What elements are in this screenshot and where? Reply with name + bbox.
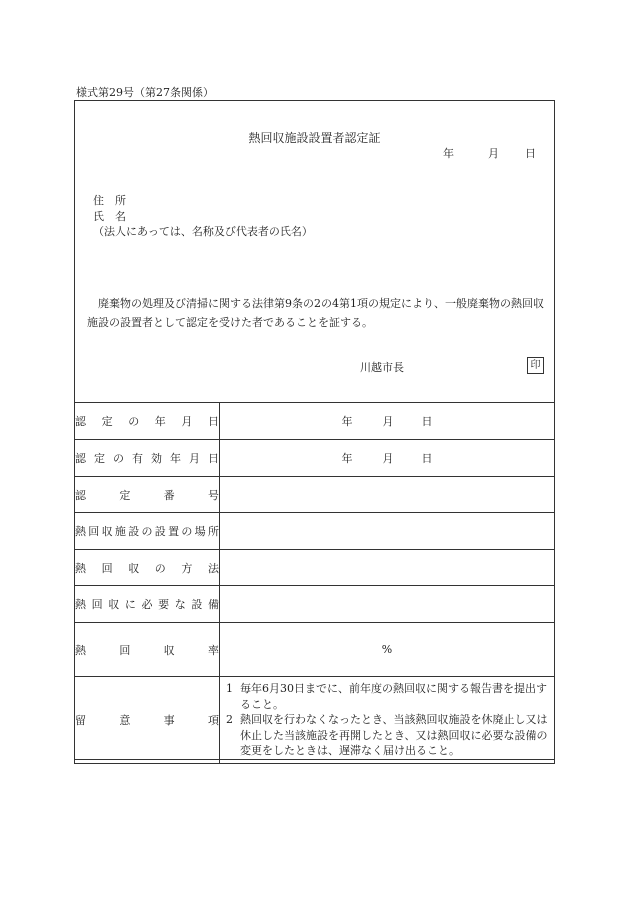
label-char: 方: [181, 561, 193, 575]
label-char: 定: [119, 488, 131, 502]
cert-number-label-cell: [75, 477, 220, 513]
table-row: [75, 403, 555, 440]
label-char: 認: [75, 415, 86, 428]
certificate-table: [74, 402, 555, 764]
label-char: の: [181, 525, 193, 538]
label-char: 認: [75, 452, 86, 465]
label-char: 備: [208, 598, 219, 611]
label-char: 事: [163, 713, 175, 727]
table-row: [75, 513, 555, 550]
cert-date-month: 月: [382, 415, 394, 428]
label-char: 番: [163, 488, 175, 502]
label-char: 熱: [75, 643, 86, 657]
note-text: 毎年6月30日までに、前年度の熱回収に関する報告書を提出すること。: [240, 682, 547, 711]
notes-cell: [220, 677, 555, 764]
issuer-name: 川越市長: [360, 361, 404, 374]
equipment-label: [75, 596, 219, 612]
certificate-title: 熱回収施設設置者認定証: [248, 131, 381, 145]
corporate-note: （法人にあっては、名称及び代表者の氏名）: [93, 225, 313, 238]
note-item: [226, 681, 550, 712]
label-char: 熱: [75, 598, 86, 611]
label-char: 定: [94, 452, 105, 465]
label-char: 収: [128, 561, 140, 575]
label-char: 回: [91, 598, 103, 611]
location-value: [220, 513, 555, 550]
label-char: 熱: [75, 525, 86, 538]
label-char: の: [154, 561, 166, 575]
label-char: 設: [191, 598, 203, 611]
cert-date-year: 年: [341, 415, 353, 428]
notes-label-cell: [75, 677, 220, 764]
label-char: 効: [151, 452, 162, 465]
label-char: 置: [168, 525, 180, 538]
method-label: [75, 560, 219, 576]
issue-date-year: 年: [443, 147, 454, 160]
label-char: 意: [119, 713, 131, 727]
cert-date-label: [75, 413, 219, 429]
note-number: 2: [226, 713, 233, 726]
label-char: の: [113, 452, 124, 465]
table-row: [75, 550, 555, 586]
equipment-label-cell: [75, 586, 220, 623]
label-char: 回: [101, 561, 113, 575]
cert-date-day: 日: [421, 415, 433, 428]
label-char: 収: [108, 598, 120, 611]
issue-date-month: 月: [488, 147, 499, 160]
issue-date-day: 日: [525, 147, 536, 160]
label-char: 要: [158, 598, 170, 611]
method-label-cell: [75, 550, 220, 586]
label-char: 認: [75, 488, 86, 502]
label-char: 率: [207, 643, 219, 657]
label-char: 場: [194, 525, 206, 538]
form-number: 様式第29号（第27条関係）: [76, 86, 214, 99]
seal-mark: 印: [527, 357, 544, 374]
table-row: [75, 677, 555, 764]
cert-date-label-cell: [75, 403, 220, 440]
table-row: [75, 440, 555, 477]
label-char: 設: [154, 525, 166, 538]
valid-date-label: [75, 450, 219, 466]
label-char: 日: [208, 452, 219, 465]
note-item: [226, 712, 550, 759]
label-char: 施: [114, 525, 126, 538]
valid-date-day: 日: [421, 452, 433, 465]
label-char: 設: [128, 525, 140, 538]
note-text: 熱回収を行わなくなったとき、当該熱回収施設を休廃止し又は休止した当該施設を再開したとき、又は熱回収に必要な設備の変更をしたときは、遅滞なく届け出ること。: [240, 713, 548, 757]
label-char: 熱: [75, 561, 86, 575]
label-char: 法: [207, 561, 219, 575]
label-char: に: [124, 598, 136, 611]
rate-label-cell: [75, 623, 220, 677]
label-char: の: [128, 415, 140, 428]
table-row: [75, 623, 555, 677]
label-char: の: [141, 525, 153, 538]
table-row: [75, 586, 555, 623]
note-number: 1: [226, 682, 233, 695]
cert-date-value: [220, 403, 555, 440]
rate-unit: %: [381, 643, 393, 656]
label-char: 収: [163, 643, 175, 657]
label-char: 項: [207, 713, 219, 727]
cert-number-label: [75, 487, 219, 503]
certification-text: 廃棄物の処理及び清掃に関する法律第9条の2の4第1項の規定により、一般廃棄物の熱回収施設の設置者として認定を受けた者であることを証する。: [87, 297, 544, 329]
rate-value: [220, 623, 555, 677]
label-char: 回: [88, 525, 100, 538]
label-char: 必: [141, 598, 153, 611]
label-char: 年: [154, 415, 166, 428]
name-label: 氏 名: [93, 210, 126, 223]
label-char: 年: [170, 452, 181, 465]
label-char: 有: [132, 452, 143, 465]
label-char: 月: [189, 452, 200, 465]
label-char: 日: [207, 415, 219, 428]
label-char: 回: [119, 643, 131, 657]
issue-date: [443, 145, 536, 161]
rate-label: [75, 642, 219, 658]
equipment-value: [220, 586, 555, 623]
table-row: [75, 477, 555, 513]
label-char: 所: [207, 525, 219, 538]
cert-number-value: [220, 477, 555, 513]
location-label: [75, 523, 219, 539]
label-char: 号: [207, 488, 219, 502]
label-char: 留: [75, 713, 86, 727]
address-label: 住 所: [93, 194, 126, 207]
location-label-cell: [75, 513, 220, 550]
label-char: 月: [181, 415, 193, 428]
valid-date-label-cell: [75, 440, 220, 477]
valid-date-month: 月: [382, 452, 394, 465]
certificate-frame: [74, 100, 555, 760]
valid-date-value: [220, 440, 555, 477]
method-value: [220, 550, 555, 586]
label-char: 定: [101, 415, 113, 428]
valid-date-year: 年: [341, 452, 353, 465]
notes-label: [75, 712, 219, 728]
label-char: な: [174, 598, 186, 611]
label-char: 収: [101, 525, 113, 538]
